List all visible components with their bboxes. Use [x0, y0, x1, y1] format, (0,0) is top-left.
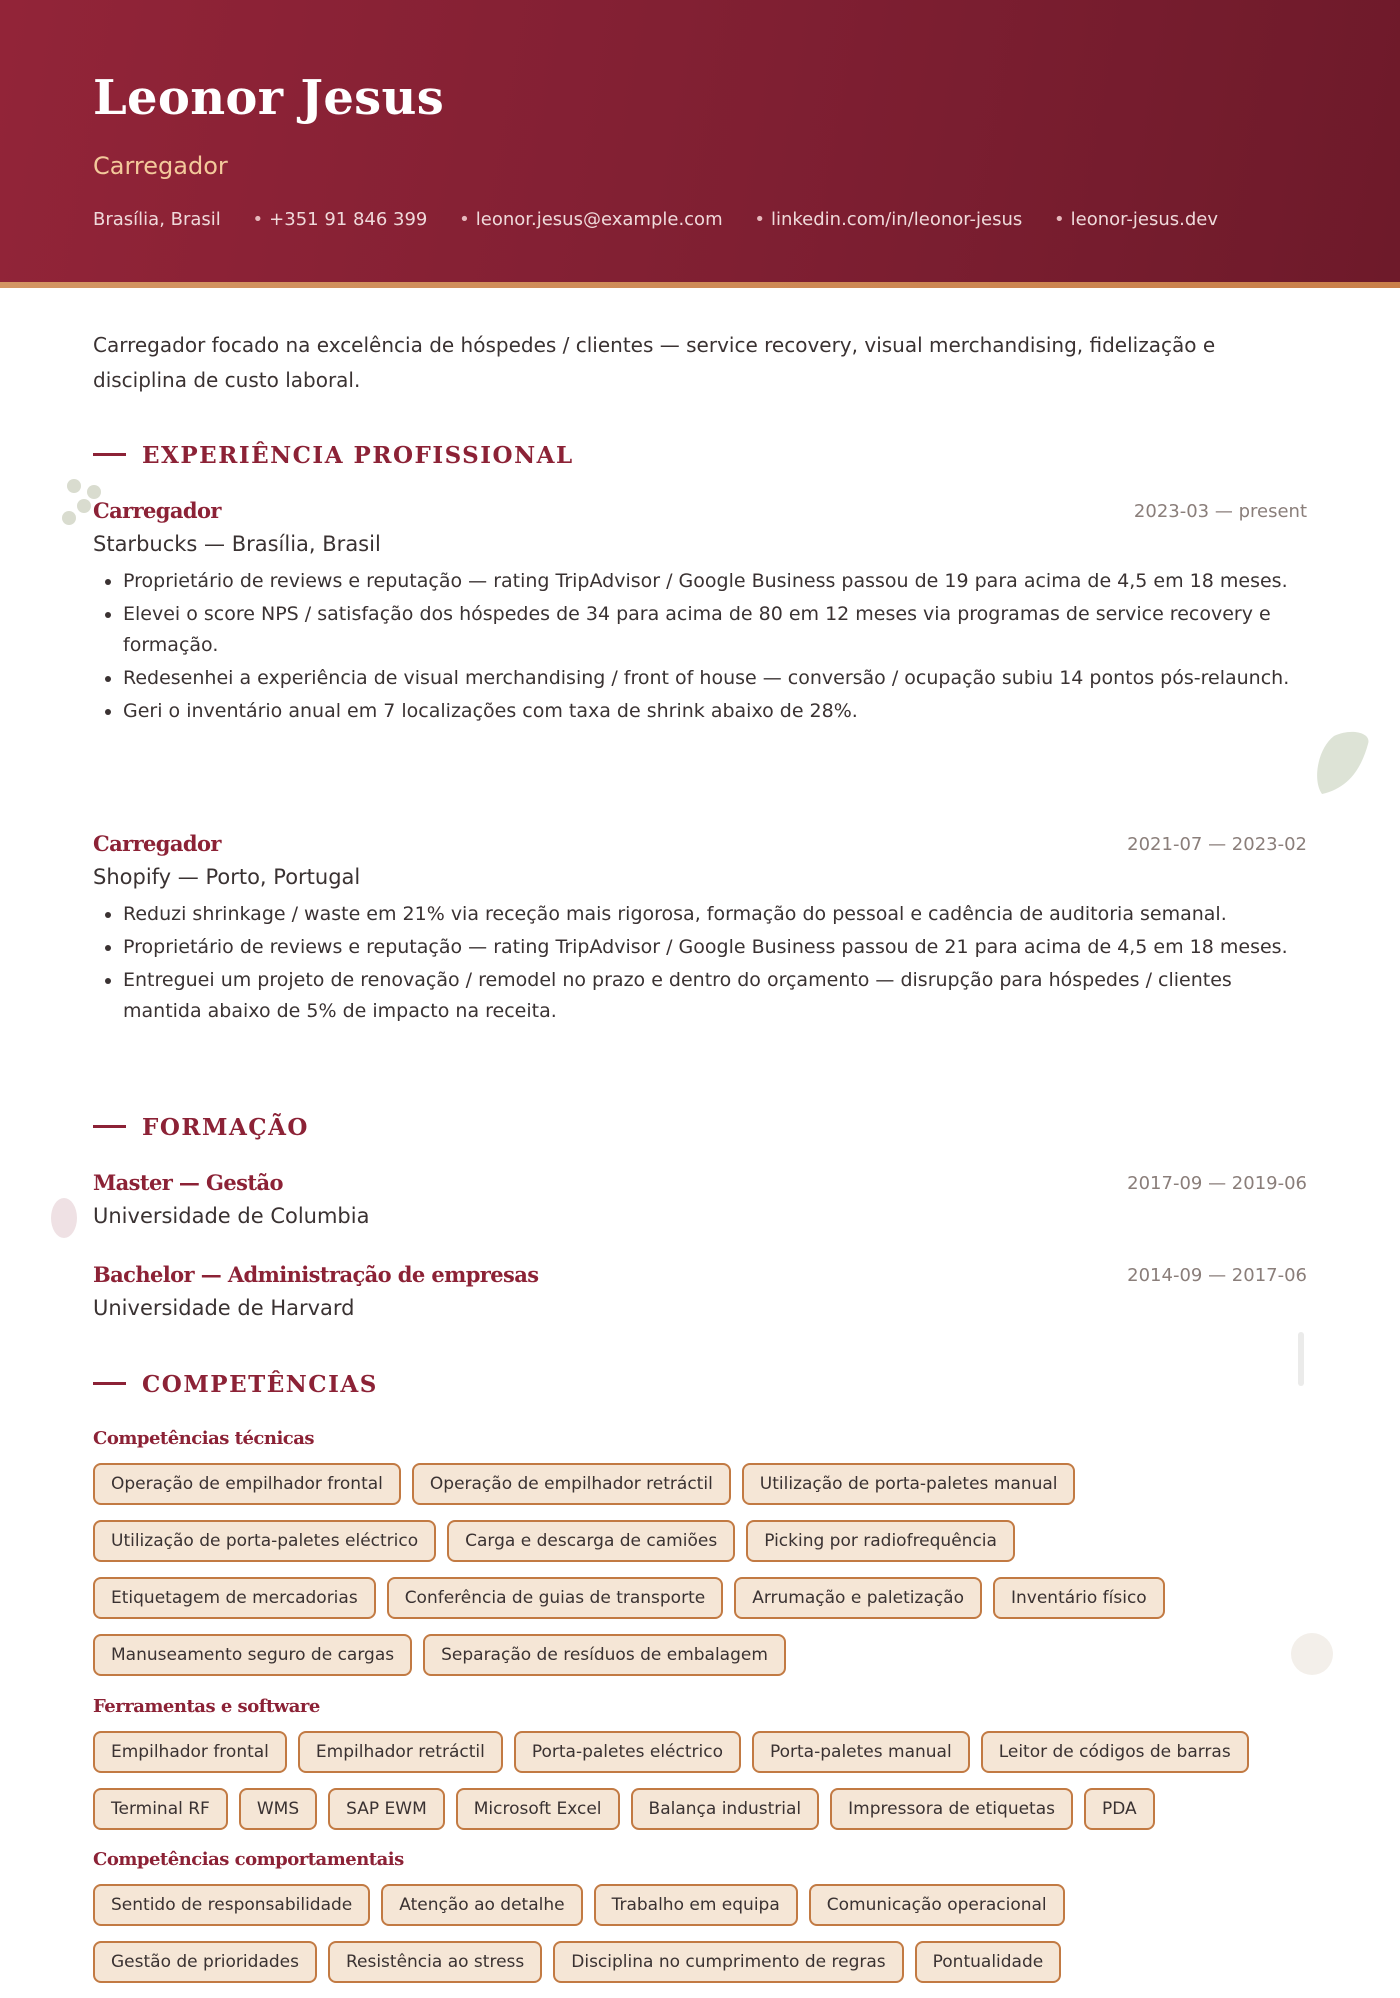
job-title: Carregador: [93, 498, 221, 523]
skill-chip: Separação de resíduos de embalagem: [423, 1634, 786, 1676]
skill-chip: Leitor de códigos de barras: [981, 1731, 1249, 1773]
degree-title: Bachelor — Administração de empresas: [93, 1262, 539, 1287]
skill-chip: Balança industrial: [631, 1788, 820, 1830]
achievement-item: • Entreguei um projeto de renovação / remodel no prazo e dentro do orçamento — disrupção para hóspedes / clientes mantida abaixo de 5% de impacto na receita.: [123, 965, 1307, 1027]
decorative-circle-shape: [1288, 1630, 1336, 1678]
skill-chip: Utilização de porta-paletes eléctrico: [93, 1520, 436, 1562]
skill-chip: Microsoft Excel: [456, 1788, 620, 1830]
skill-chips-technical: [93, 1463, 1323, 1691]
contact-linkedin[interactable]: • linkedin.com/in/leonor-jesus: [754, 209, 1022, 230]
section-title-experience: EXPERIÊNCIA PROFISSIONAL: [93, 442, 574, 469]
skill-chip: SAP EWM: [328, 1788, 445, 1830]
decorative-blob-shape: [48, 1196, 80, 1240]
skill-chip: Atenção ao detalhe: [381, 1884, 582, 1926]
skill-chip: Porta-paletes eléctrico: [514, 1731, 741, 1773]
skill-chip: Conferência de guias de transporte: [387, 1577, 724, 1619]
profile-summary: Carregador focado na excelência de hóspedes / clientes — service recovery, visual merchandising, fidelização e disciplina de custo laboral.: [93, 333, 1216, 392]
skill-chip: Pontualidade: [915, 1941, 1062, 1983]
job-achievements: [93, 899, 1307, 1027]
skill-chip: Porta-paletes manual: [752, 1731, 970, 1773]
skill-chip: Manuseamento seguro de cargas: [93, 1634, 412, 1676]
skill-chip: Empilhador retráctil: [298, 1731, 503, 1773]
job-dates: 2023-03 — present: [1133, 501, 1307, 522]
skill-chip: Terminal RF: [93, 1788, 228, 1830]
job-company: Starbucks — Brasília, Brasil: [93, 532, 381, 556]
contact-website[interactable]: • leonor-jesus.dev: [1054, 209, 1218, 230]
decorative-dots-shape: [60, 476, 110, 528]
contact-line: [93, 209, 1244, 230]
job-company: Shopify — Porto, Portugal: [93, 865, 361, 889]
skill-chip: Impressora de etiquetas: [830, 1788, 1073, 1830]
skill-chip: Inventário físico: [993, 1577, 1165, 1619]
achievement-item: • Proprietário de reviews e reputação — rating TripAdvisor / Google Business passou de 21 para acima de 4,5 em 18 meses.: [123, 932, 1307, 963]
skill-group-title-tools: Ferramentas e software: [93, 1696, 320, 1717]
skill-chip: Gestão de prioridades: [93, 1941, 317, 1983]
skill-chip: Etiquetagem de mercadorias: [93, 1577, 376, 1619]
skill-chips-behavioral: [93, 1884, 1323, 1998]
skill-chip: Utilização de porta-paletes manual: [742, 1463, 1076, 1505]
achievement-item: • Proprietário de reviews e reputação — rating TripAdvisor / Google Business passou de 19 para acima de 4,5 em 18 meses.: [123, 566, 1307, 597]
degree-institution: Universidade de Columbia: [93, 1204, 370, 1228]
experience-entry: [93, 498, 1307, 729]
education-entry: [93, 1262, 1307, 1320]
achievement-item: • Redesenhei a experiência de visual merchandising / front of house — conversão / ocupação subiu 14 pontos pós-relaunch.: [123, 663, 1307, 694]
skill-chip: PDA: [1084, 1788, 1155, 1830]
skill-chip: WMS: [239, 1788, 317, 1830]
achievement-item: • Reduzi shrinkage / waste em 21% via receção mais rigorosa, formação do pessoal e cadência de auditoria semanal.: [123, 899, 1307, 930]
candidate-role: Carregador: [93, 152, 228, 180]
experience-entry: [93, 831, 1307, 1029]
skill-group-title-behavioral: Competências comportamentais: [93, 1849, 404, 1870]
achievement-item: • Elevei o score NPS / satisfação dos hóspedes de 34 para acima de 80 em 12 meses via programas de service recovery e formação.: [123, 599, 1307, 661]
achievement-item: • Geri o inventário anual em 7 localizações com taxa de shrink abaixo de 28%.: [123, 696, 1307, 727]
skill-chip: Empilhador frontal: [93, 1731, 287, 1773]
job-dates: 2021-07 — 2023-02: [1127, 834, 1307, 855]
header-accent-rule: [0, 282, 1400, 288]
decorative-bar-shape: [1298, 1332, 1310, 1388]
skill-group-title-technical: Competências técnicas: [93, 1428, 315, 1449]
skill-chip: Operação de empilhador frontal: [93, 1463, 401, 1505]
section-title-education: FORMAÇÃO: [93, 1114, 309, 1141]
skill-chip: Disciplina no cumprimento de regras: [553, 1941, 903, 1983]
skill-chip: Comunicação operacional: [809, 1884, 1065, 1926]
skill-chip: Carga e descarga de camiões: [447, 1520, 735, 1562]
degree-institution: Universidade de Harvard: [93, 1296, 355, 1320]
skill-chip: Picking por radiofrequência: [746, 1520, 1015, 1562]
job-title: Carregador: [93, 831, 221, 856]
section-title-skills: COMPETÊNCIAS: [93, 1371, 378, 1398]
contact-phone: • +351 91 846 399: [253, 209, 428, 230]
skill-chip: Trabalho em equipa: [594, 1884, 798, 1926]
job-achievements: [93, 566, 1307, 727]
candidate-name: Leonor Jesus: [93, 70, 445, 126]
contact-email[interactable]: • leonor.jesus@example.com: [459, 209, 722, 230]
degree-title: Master — Gestão: [93, 1170, 283, 1195]
skill-chip: Arrumação e paletização: [734, 1577, 982, 1619]
degree-dates: 2014-09 — 2017-06: [1127, 1265, 1307, 1286]
skill-chip: Sentido de responsabilidade: [93, 1884, 370, 1926]
education-entry: [93, 1170, 1307, 1228]
resume-header: [0, 0, 1400, 282]
decorative-leaf-shape: [1310, 730, 1374, 798]
contact-location: Brasília, Brasil: [93, 209, 221, 230]
skill-chips-tools: [93, 1731, 1323, 1845]
skill-chip: Resistência ao stress: [328, 1941, 542, 1983]
skill-chip: Operação de empilhador retráctil: [412, 1463, 731, 1505]
degree-dates: 2017-09 — 2019-06: [1127, 1173, 1307, 1194]
